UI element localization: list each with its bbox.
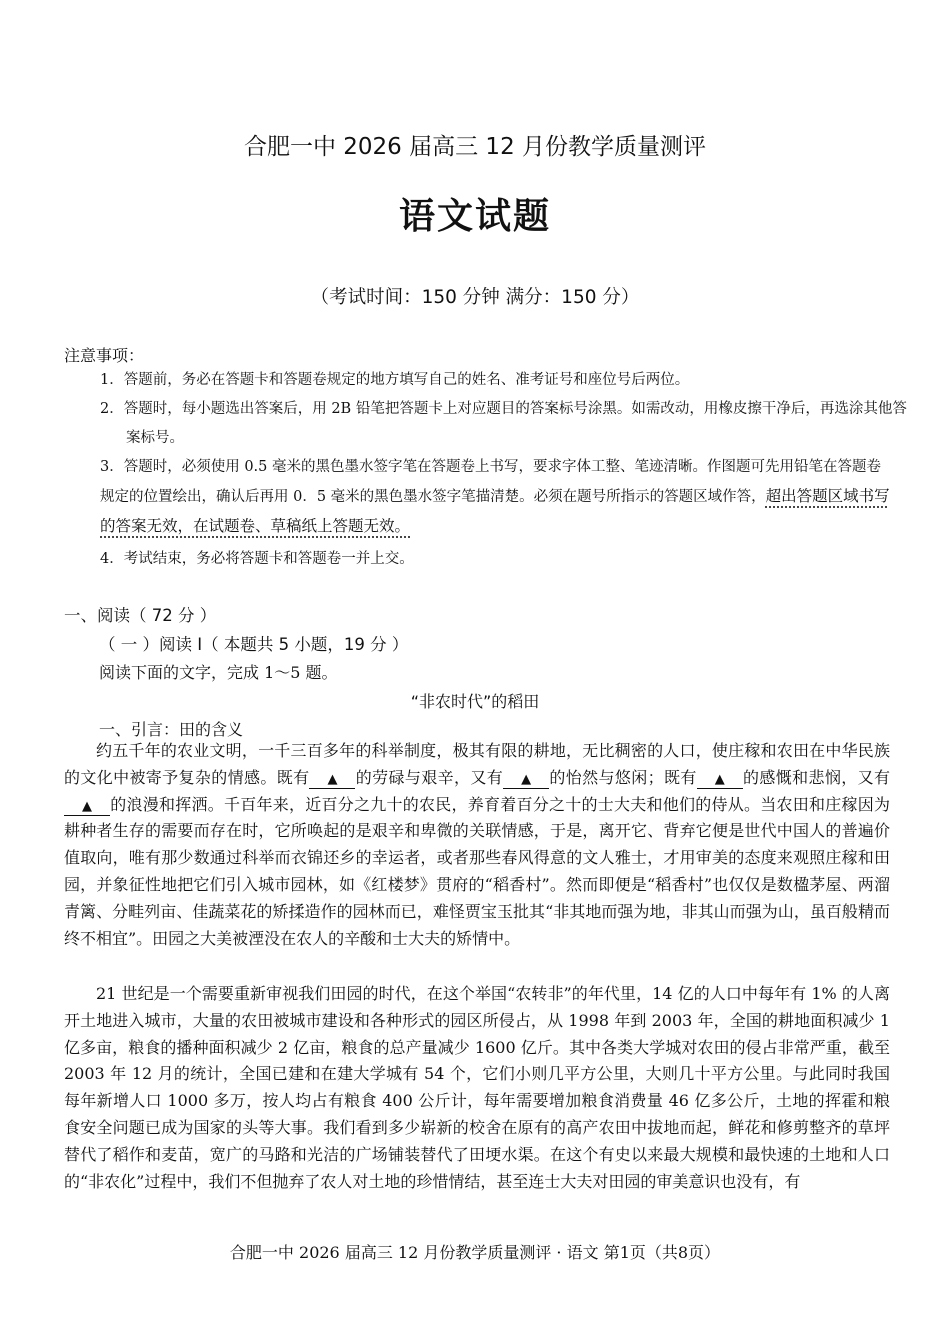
- fill-blank-2: ▲: [503, 772, 549, 789]
- notes-heading: 注意事项：: [64, 346, 145, 365]
- fill-blank-1: ▲: [309, 772, 355, 789]
- section-heading: 一、阅读（ 72 分 ）: [64, 606, 217, 625]
- reading-instruction: 阅读下面的文字，完成 1～5 题。: [99, 663, 338, 682]
- paragraph-1-text: 的劳碌与艰辛，又有: [355, 767, 504, 787]
- paragraph-1-text: 的怡然与悠闲；既有: [549, 767, 697, 787]
- fill-blank-3: ▲: [697, 772, 743, 789]
- paragraph-1-text: 约五千年的农业文明，一千三百多年的科举制度，极其有限的耕地，无比稠密的人口，使庄稼和农田在中华民族的文化中被寄予复杂的情感。既有: [64, 741, 890, 787]
- subject-title: 语文试题: [398, 195, 551, 237]
- page-footer: 合肥一中 2026 届高三 12 月份教学质量测评 · 语文 第1页（共8页）: [229, 1243, 721, 1262]
- note-item-4: 4．考试结束，务必将答题卡和答题卷一并上交。: [100, 551, 414, 567]
- note-item-3-emphasis: 超出答题区域书写的答案无效，在试题卷、草稿纸上答题无效。: [100, 487, 890, 535]
- article-intro-heading: 一、引言：田的含义: [99, 720, 244, 739]
- paragraph-1-text: 的感慨和悲悯，又有: [742, 767, 890, 787]
- article-paragraph-1: [64, 738, 890, 952]
- article-title: “非农时代”的稻田: [410, 692, 540, 711]
- note-item-3-text: 3．答题时，必须使用 0.5 毫米的黑色墨水签字笔在答题卷上书写，要求字体工整、笔迹清晰。作图题可先用铅笔在答题卷规定的位置绘出，确认后再用 0．5 毫米的黑色墨水签字笔描清楚。必须在题号所指示的答题区域作答，: [100, 459, 881, 505]
- subsection-heading: （ 一 ）阅读 I（ 本题共 5 小题，19 分 ）: [99, 635, 409, 654]
- exam-title: 合肥一中 2026 届高三 12 月份教学质量测评: [243, 134, 707, 160]
- article-paragraph-2: 21 世纪是一个需要重新审视我们田园的时代，在这个举国“农转非”的年代里，14 亿的人口中每年有 1% 的人离开土地进入城市，大量的农田被城市建设和各种形式的园区所侵占，从 1998 年到 2003 年，全国的耕地面积减少 1 亿多亩，粮食的播种面积减少 2 亿亩，粮食的总产量减少 1600 亿斤。其中各类大学城对农田的侵占非常严重，截至 2003 年 12 月的统计，全国已建和在建大学城有 54 个，它们小则几平方公里，大则几十平方公里。与此同时我国每年新增人口 1000 多万，按人均占有粮食 400 公斤计，每年需要增加粮食消费量 46 亿多公斤，土地的挥霍和粮食安全问题已成为国家的头等大事。我们看到多少崭新的校舍在原有的高产农田中拔地而起，鲜花和修剪整齐的草坪替代了稻作和麦苗，宽广的马路和光洁的广场铺装替代了田埂水渠。在这个有史以来最大规模和最快速的土地和人口的“非农化”过程中，我们不但抛弃了农人对土地的珍惜情结，甚至连士大夫对田园的审美意识也没有，有: [64, 984, 890, 1191]
- exam-time-and-score: （考试时间：150 分钟 满分：150 分）: [310, 287, 640, 308]
- note-item-2: 2．答题时，每小题选出答案后，用 2B 铅笔把答题卡上对应题目的答案标号涂黑。如需改动，用橡皮擦干净后，再选涂其他答案标号。: [100, 401, 907, 446]
- note-item-3: [100, 453, 892, 542]
- fill-blank-4: ▲: [64, 799, 110, 816]
- paragraph-1-text: 的浪漫和挥洒。千百年来，近百分之九十的农民，养育着百分之十的士大夫和他们的侍从。当农田和庄稼因为耕种者生存的需要而存在时，它所唤起的是艰辛和卑微的关联情感，于是，离开它、背弃它便是世代中国人的普遍价值取向，唯有那少数通过科举而衣锦还乡的幸运者，或者那些春风得意的文人雅士，才用审美的态度来观照庄稼和田园，并象征性地把它们引入城市园林，如《红楼梦》贯府的“稻香村”。然而即便是“稻香村”也仅仅是数楹茅屋、两溜青篱、分畦列亩、佳蔬菜花的矫揉造作的园林而已，难怪贾宝玉批其“非其地而强为地，非其山而强为山，虽百般精而终不相宜”。田园之大美被湮没在农人的辛酸和士大夫的矫情中。: [64, 794, 890, 948]
- note-item-1: 1．答题前，务必在答题卡和答题卷规定的地方填写自己的姓名、准考证号和座位号后两位。: [100, 372, 690, 388]
